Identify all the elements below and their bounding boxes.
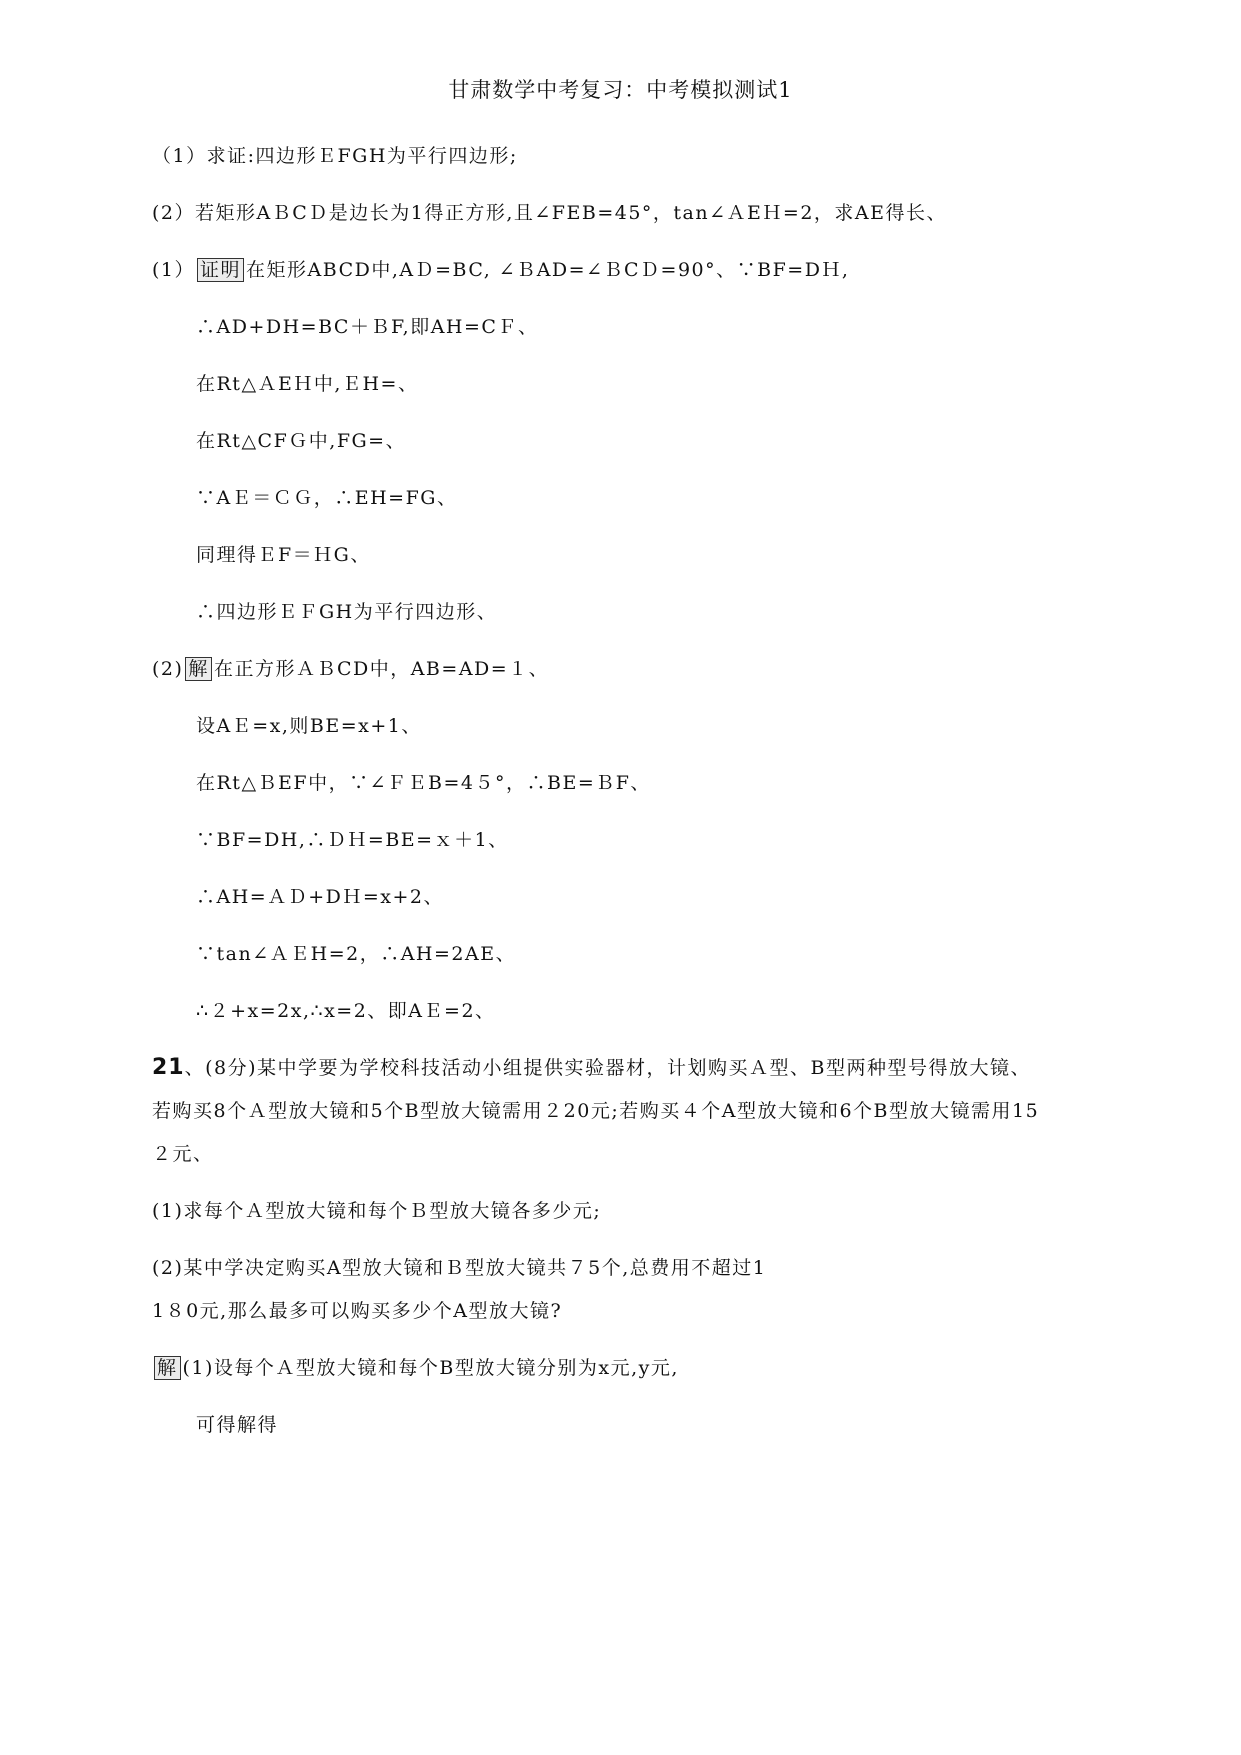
question-21-solution-line xyxy=(196,1412,278,1438)
proof-line xyxy=(196,428,406,454)
part-prefix: (1） xyxy=(152,259,196,281)
line-text: (2)某中学决定购买A型放大镜和Ｂ型放大镜共７5个,总费用不超过1 xyxy=(152,1257,767,1279)
line-text: (1)设每个Ａ型放大镜和每个B型放大镜分别为x元,y元, xyxy=(182,1357,679,1379)
line-text: ∵tan∠ＡＥH=2，∴AH=2AE、 xyxy=(196,943,517,965)
question-21-stem-cont xyxy=(152,1098,1039,1124)
proof-line xyxy=(196,485,457,511)
question-21-part-1 xyxy=(152,1198,601,1224)
line-text: 同理得ＥF＝ＨG、 xyxy=(196,544,371,566)
line-text: (1)求每个Ａ型放大镜和每个Ｂ型放大镜各多少元; xyxy=(152,1200,602,1222)
line-text: 在Rt△CFＧ中,FG=、 xyxy=(196,430,407,452)
question-part-2 xyxy=(152,200,947,226)
question-21-part-2 xyxy=(152,1255,766,1281)
page-title: 甘肃数学中考复习：中考模拟测试1 xyxy=(448,78,793,102)
line-text: 可得解得 xyxy=(196,1414,279,1436)
question-part-1 xyxy=(152,143,518,169)
line-text: ∵BF=DH,∴ＤＨ=BE=ｘ＋1、 xyxy=(196,829,509,851)
question-21-part-2-cont xyxy=(152,1298,562,1324)
line-text: ∴AD+DH=BC＋ＢF,即AH=CＦ、 xyxy=(196,316,539,338)
solution-line xyxy=(196,770,651,796)
line-text: 在正方形ＡＢCD中，AB=AD=１、 xyxy=(213,658,550,680)
proof-conclusion xyxy=(196,599,497,625)
line-text: (2）若矩形AＢCＤ是边长为1得正方形,且∠FEB=45°，tan∠ＡEＨ=2，求AE得长、 xyxy=(152,202,948,224)
line-text: 在Rt△ＡEＨ中,ＥH=、 xyxy=(196,373,419,395)
proof-tag: 证明 xyxy=(197,258,244,282)
line-text: ２元、 xyxy=(152,1143,214,1165)
line-text: ∴四边形ＥＦGH为平行四边形、 xyxy=(196,601,498,623)
proof-line xyxy=(196,542,371,568)
question-21-stem xyxy=(152,1055,1031,1081)
line-text: （1）求证:四边形ＥFGH为平行四边形; xyxy=(152,145,518,167)
solution-tag: 解 xyxy=(154,1356,181,1380)
line-text: 、(8分)某中学要为学校科技活动小组提供实验器材，计划购买Ａ型、B型两种型号得放大镜、 xyxy=(184,1057,1032,1079)
solution-line xyxy=(196,827,509,853)
question-21-stem-cont xyxy=(152,1141,214,1167)
solution-part-2-start xyxy=(152,656,549,682)
line-text: 若购买8个Ａ型放大镜和5个B型放大镜需用２20元;若购买４个A型放大镜和6个B型放大镜需用15 xyxy=(152,1100,1040,1122)
line-text: 在矩形ABCD中,AＤ=BC, ∠ＢAD=∠ＢCＤ=90°、∵BF=DＨ, xyxy=(246,259,850,281)
proof-part-1-start xyxy=(152,257,849,283)
line-text: 1８0元,那么最多可以购买多少个A型放大镜? xyxy=(152,1300,563,1322)
solution-line xyxy=(196,713,422,739)
question-number: 21 xyxy=(152,1055,185,1080)
line-text: 在Rt△ＢEF中，∵∠ＦＥB=4５°，∴BE=ＢF、 xyxy=(196,772,651,794)
solution-conclusion xyxy=(196,998,496,1024)
solution-line xyxy=(196,884,444,910)
proof-line xyxy=(196,371,418,397)
line-text: ∴AH=ＡＤ+DＨ=x+2、 xyxy=(196,886,445,908)
question-21-solution-start xyxy=(152,1355,679,1381)
part-prefix: (2) xyxy=(152,658,184,680)
line-text: ∴２+x=2x,∴x=2、即AＥ=2、 xyxy=(196,1000,496,1022)
line-text: ∵AＥ＝ＣＧ，∴EH=FG、 xyxy=(196,487,458,509)
line-text: 设AＥ=x,则BE=x+1、 xyxy=(196,715,422,737)
solution-line xyxy=(196,941,516,967)
solution-tag: 解 xyxy=(185,657,212,681)
proof-line xyxy=(196,314,538,340)
